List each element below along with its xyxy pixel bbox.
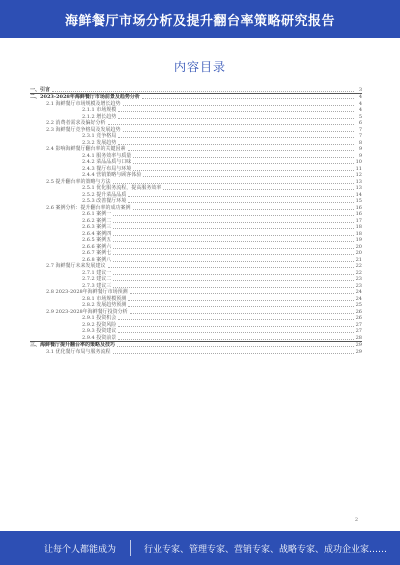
toc-entry-label: 一、引言 — [30, 86, 51, 93]
toc-leader-dots — [128, 196, 353, 197]
toc-entry-label: 2.9 2023-2028年海鲜餐厅投资分析 — [46, 308, 128, 315]
toc-leader-dots — [118, 137, 354, 138]
toc-entry[interactable] — [30, 341, 362, 349]
toc-entry-page: 14 — [355, 191, 362, 198]
toc-leader-dots — [108, 124, 354, 125]
toc-entry-label: 2.5.2 提升菜品品质 — [82, 191, 127, 198]
toc-leader-dots — [113, 235, 353, 236]
toc-entry-label: 2.8.2 发展趋势预测 — [82, 302, 127, 308]
toc-entry-page: 16 — [355, 204, 362, 211]
toc-entry-page: 22 — [355, 263, 362, 269]
toc-entry-page: 16 — [355, 211, 362, 217]
toc-leader-dots — [117, 346, 354, 347]
toc-leader-dots — [113, 222, 353, 223]
toc-entry-label: 2.6.3 案例三 — [82, 224, 112, 230]
toc-entry-page: 13 — [355, 178, 362, 185]
footer-divider — [130, 540, 131, 556]
toc-entry-page: 9 — [355, 153, 362, 159]
toc-leader-dots — [133, 209, 354, 210]
toc-entry-page: 8 — [355, 140, 362, 146]
toc-entry-page: 20 — [355, 243, 362, 250]
toc-entry-page: 23 — [355, 282, 362, 289]
toc-entry-page: 17 — [355, 217, 362, 224]
toc-entry-label: 2.2 消费者需求及偏好分析 — [46, 120, 106, 126]
toc-entry-page: 29 — [355, 342, 362, 348]
toc-entry-label: 2.6 案例分析：提升翻台率的成功案例 — [46, 204, 131, 211]
toc-entry-label: 2.3.1 竞争格局 — [82, 133, 117, 139]
toc-leader-dots — [128, 306, 353, 307]
toc-entry-page: 3 — [355, 87, 362, 93]
toc-entry-page: 9 — [355, 146, 362, 152]
toc-entry-label: 2.7.2 建议二 — [82, 276, 112, 282]
toc-entry-label: 2.9.3 投资建议 — [82, 328, 117, 334]
toc-entry-page: 28 — [355, 334, 362, 341]
toc-leader-dots — [118, 332, 353, 333]
toc-entry-page: 4 — [355, 94, 362, 100]
toc-entry-page: 24 — [355, 289, 362, 295]
toc-entry-label: 3.1 优化餐厅布局与服务流程 — [46, 348, 111, 355]
report-footer — [0, 531, 400, 565]
table-of-contents — [30, 86, 362, 516]
toc-entry-label: 二、2023-2028年海鲜餐厅市场前景及趋势分析 — [30, 94, 140, 100]
toc-entry-label: 2.4.3 餐厅布局与环境 — [82, 165, 132, 172]
toc-leader-dots — [130, 293, 354, 294]
toc-entry-label: 2.6.7 案例七 — [82, 250, 112, 256]
toc-leader-dots — [118, 339, 353, 340]
toc-entry-label: 2.1.1 市场规模 — [82, 107, 117, 113]
toc-entry-label: 2.1 海鲜餐厅市场规模及增长趋势 — [46, 100, 121, 107]
toc-entry-label: 2.3.2 发展趋势 — [82, 139, 117, 146]
footer-tagline: 行业专家、管理专家、营销专家、战略专家、成功企业家…… — [144, 545, 388, 555]
toc-leader-dots — [123, 105, 354, 106]
toc-leader-dots — [118, 144, 354, 145]
report-title: 海鲜餐厅市场分析及提升翻台率策略研究报告 — [64, 14, 335, 29]
toc-entry-page: 7 — [355, 127, 362, 133]
toc-entry-page: 4 — [355, 101, 362, 107]
toc-entry-page: 10 — [355, 159, 362, 165]
toc-leader-dots — [113, 183, 354, 184]
toc-leader-dots — [128, 202, 353, 203]
toc-entry-label: 2.5.1 优化服务流程，提高服务效率 — [82, 185, 162, 191]
toc-leader-dots — [123, 131, 354, 132]
toc-entry-label: 2.6.6 案例六 — [82, 243, 112, 250]
toc-entry-page: 12 — [355, 172, 362, 178]
toc-entry-label: 2.6.1 案例一 — [82, 211, 112, 217]
toc-leader-dots — [133, 157, 354, 158]
toc-entry-page: 11 — [355, 165, 362, 172]
toc-entry-label: 2.1.2 增长趋势 — [82, 113, 117, 120]
toc-entry-label: 2.4.1 服务效率与质量 — [82, 152, 132, 159]
toc-leader-dots — [163, 189, 353, 190]
toc-leader-dots — [113, 254, 353, 255]
toc-heading: 内容目录 — [173, 60, 226, 74]
toc-entry-label: 2.7.3 建议三 — [82, 282, 112, 289]
toc-entry-page: 21 — [355, 256, 362, 263]
toc-leader-dots — [142, 98, 354, 99]
report-header — [0, 0, 400, 38]
toc-entry-label: 2.6.8 案例八 — [82, 256, 112, 263]
toc-entry-label: 2.9.4 投资前景 — [82, 334, 117, 341]
toc-entry-page: 24 — [355, 295, 362, 302]
toc-entry-page: 26 — [355, 308, 362, 315]
toc-entry-page: 20 — [355, 250, 362, 256]
toc-leader-dots — [143, 176, 353, 177]
toc-entry-label: 2.8 2023-2028年海鲜餐厅市场预测 — [46, 289, 128, 295]
toc-leader-dots — [130, 313, 354, 314]
footer-slogan: 让每个人都能成为 — [44, 545, 117, 555]
toc-entry-page: 19 — [355, 237, 362, 243]
toc-entry[interactable] — [30, 348, 362, 355]
toc-leader-dots — [113, 241, 353, 242]
toc-leader-dots — [118, 118, 354, 119]
toc-leader-dots — [113, 287, 353, 288]
toc-leader-dots — [118, 326, 353, 327]
toc-entry-label: 2.8.1 市场规模预测 — [82, 295, 127, 302]
toc-leader-dots — [118, 319, 353, 320]
toc-leader-dots — [113, 353, 354, 354]
toc-entry-label: 2.6.5 案例五 — [82, 237, 112, 243]
toc-entry-page: 4 — [355, 107, 362, 113]
toc-entry-label: 2.7.1 建议一 — [82, 269, 112, 276]
toc-leader-dots — [133, 170, 353, 171]
toc-entry-label: 2.4 影响海鲜餐厅翻台率的关键因素 — [46, 146, 126, 152]
toc-entry-page: 18 — [355, 224, 362, 230]
toc-entry-label: 2.4.4 营销策略与顾客体验 — [82, 172, 142, 178]
toc-leader-dots — [113, 280, 353, 281]
page-number: 2 — [354, 517, 358, 523]
toc-entry-page: 7 — [355, 133, 362, 139]
toc-entry-page: 25 — [355, 302, 362, 308]
toc-entry-page: 27 — [355, 321, 362, 328]
toc-leader-dots — [113, 261, 353, 262]
toc-entry-page: 13 — [355, 185, 362, 191]
toc-entry-label: 2.6.4 案例四 — [82, 230, 112, 237]
toc-entry-label: 2.7 海鲜餐厅未来发展建议 — [46, 263, 106, 269]
toc-entry-label: 2.9.2 投资风险 — [82, 321, 117, 328]
toc-entry[interactable] — [30, 93, 362, 101]
toc-entry-page: 27 — [355, 328, 362, 334]
toc-entry-page: 5 — [355, 114, 362, 120]
toc-leader-dots — [128, 300, 353, 301]
toc-entry-page: 29 — [355, 348, 362, 355]
toc-entry-page: 6 — [355, 120, 362, 126]
toc-entry-page: 18 — [355, 230, 362, 237]
toc-entry-page: 22 — [355, 269, 362, 276]
toc-entry-label: 三、海鲜餐厅提升翻台率的策略及技巧 — [30, 342, 116, 348]
toc-leader-dots — [113, 248, 353, 249]
toc-entry-label: 2.3 海鲜餐厅竞争格局及发展趋势 — [46, 126, 121, 133]
toc-leader-dots — [118, 111, 354, 112]
toc-leader-dots — [52, 91, 354, 92]
toc-leader-dots — [113, 228, 353, 229]
toc-entry-page: 26 — [355, 315, 362, 321]
toc-entry-label: 2.9.1 投资机会 — [82, 315, 117, 321]
toc-entry-label: 2.6.2 案例二 — [82, 217, 112, 224]
toc-entry-label: 2.5.3 改善餐厅环境 — [82, 198, 127, 204]
toc-entry-label: 2.4.2 菜品品质与口味 — [82, 159, 132, 165]
toc-entry-page: 15 — [355, 198, 362, 204]
toc-leader-dots — [133, 163, 353, 164]
toc-entry-label: 2.5 提升翻台率的策略与方法 — [46, 178, 111, 185]
toc-leader-dots — [128, 150, 354, 151]
toc-leader-dots — [108, 267, 354, 268]
toc-entry-page: 23 — [355, 276, 362, 282]
toc-leader-dots — [113, 215, 353, 216]
toc-leader-dots — [113, 274, 353, 275]
